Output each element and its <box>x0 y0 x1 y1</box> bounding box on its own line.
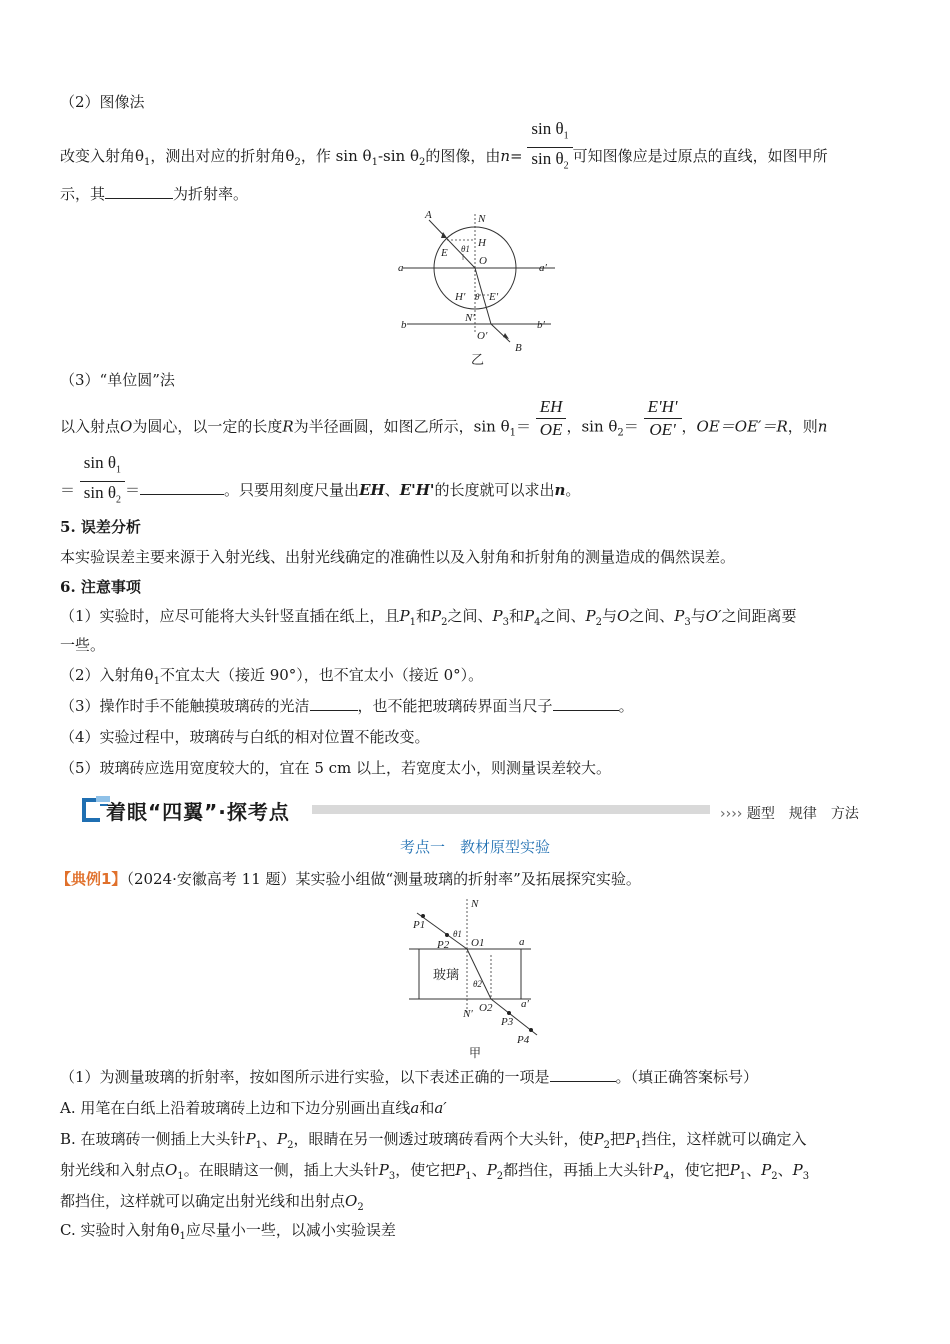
svg-text:玻璃: 玻璃 <box>433 967 460 982</box>
svg-text:N: N <box>478 213 486 225</box>
notes-item5: （5）玻璃砖应选用宽度较大的，宜在 5 cm 以上，若宽度太小，则测量误差较大。 <box>60 759 612 777</box>
svg-text:θ1: θ1 <box>461 244 470 254</box>
svg-text:θ1: θ1 <box>453 929 462 939</box>
figure-yi <box>395 208 565 368</box>
method3-line1: 以入射点O为圆心，以一定的长度R为半径画圆，如图乙所示，$\sin \theta_1=$ $\frac{EH}{OE}$ ，$\sin \theta_2=$ $\frac{E'H'}{OE'}$ ，OE＝OE′＝R，则n <box>60 397 828 439</box>
svg-text:O′: O′ <box>477 330 488 342</box>
svg-text:a: a <box>398 262 404 274</box>
n-fraction: $\frac{\sin \theta_1}{\sin \theta_2}$ <box>80 452 125 512</box>
svg-text:N′: N′ <box>463 1008 473 1020</box>
svg-text:乙: 乙 <box>471 352 485 367</box>
svg-text:a: a <box>519 936 525 948</box>
svg-text:B: B <box>515 342 522 354</box>
svg-text:P2: P2 <box>437 939 450 951</box>
error-text: 本实验误差主要来源于入射光线、出射光线确定的准确性以及入射角和折射角的测量造成的偶然误差。 <box>60 548 736 566</box>
option-a: A. 用笔在白纸上沿着玻璃砖上边和下边分别画出直线a和a′ <box>60 1099 447 1117</box>
svg-text:b: b <box>401 319 407 331</box>
svg-text:O1: O1 <box>471 937 485 949</box>
notes-item3: （3）操作时手不能触摸玻璃砖的光洁 ，也不能把玻璃砖界面当尺子 。 <box>60 697 634 715</box>
option-b-line1: B. 在玻璃砖一侧插上大头针$P_1$、$P_2$，眼睛在另一侧透过玻璃砖看两个大头针，使$P_2$把$P_1$挡住，这样就可以确定入 <box>60 1130 807 1151</box>
method3-heading: （3）“单位圆”法 <box>60 371 175 389</box>
method3-line2: ＝ $\frac{\sin \theta_1}{\sin \theta_2}$ ＝ 。只要用刻度尺量出EH、E'H'的长度就可以求出n。 <box>60 470 580 512</box>
method2-heading: （2）图像法 <box>60 93 145 111</box>
snell-fraction: $\frac{\sin \theta_1}{\sin \theta_2}$ <box>527 118 572 178</box>
svg-text:b′: b′ <box>537 319 545 331</box>
example1-header: 【典例1】（2024·安徽高考 11 题）某实验小组做“测量玻璃的折射率”及拓展探究实验。 <box>56 870 641 888</box>
svg-text:θ2: θ2 <box>473 979 482 989</box>
svg-text:A: A <box>425 209 432 221</box>
point1-title: 考点一 教材原型实验 <box>399 838 550 856</box>
svg-text:P4: P4 <box>517 1034 530 1046</box>
svg-text:O: O <box>479 255 487 267</box>
svg-text:E′: E′ <box>489 291 499 303</box>
svg-text:E: E <box>441 247 448 259</box>
method2-line1: 改变入射角$\theta_1$，测出对应的折射角$\theta_2$，作 $\sin \theta_1-\sin$ $\theta_2$的图像，由n= $\frac{\sin \theta_1}{\sin \theta_2}$ 可知图像应是过原点的直线，如图甲所 <box>60 136 828 178</box>
option-c: C. 实验时入射角$\theta_1$应尽量小一些，以减小实验误差 <box>60 1221 396 1242</box>
notes-item2: （2）入射角$\theta_1$不宜太大（接近 90°），也不宜太小（接近 0°）。 <box>60 666 484 687</box>
sin2-fraction: $\frac{E'H'}{OE'}$ <box>644 396 682 441</box>
notes-item1-cont: 一些。 <box>60 636 106 654</box>
option-b-line3: 都挡住，这样就可以确定出射光线和出射点$O_2$ <box>60 1192 364 1213</box>
method2-line2: 示，其 为折射率。 <box>60 185 249 203</box>
svg-text:θ: θ <box>475 292 480 302</box>
svg-text:O2: O2 <box>479 1002 493 1014</box>
svg-text:N′: N′ <box>465 312 475 324</box>
example-tag: 【典例1】 <box>56 870 127 888</box>
svg-text:N: N <box>471 898 479 910</box>
svg-text:a′: a′ <box>539 262 547 274</box>
banner-title: 着眼“四翼”·探考点 <box>106 800 290 824</box>
notes-item1: （1）实验时，应尽可能将大头针竖直插在纸上，且$P_1$和$P_2$之间、$P_3$和$P_4$之间、$P_2$与O之间、$P_3$与O′之间距离要 <box>60 607 797 628</box>
notes-item4: （4）实验过程中，玻璃砖与白纸的相对位置不能改变。 <box>60 728 430 746</box>
option-b-line2: 射光线和入射点$O_1$。在眼睛这一侧，插上大头针$P_3$，使它把$P_1$、$P_2$都挡住，再插上大头针$P_4$，使它把$P_1$、$P_2$、$P_3$ <box>60 1161 810 1182</box>
notes-heading: 6. 注意事项 <box>60 578 141 596</box>
example1-q1: （1）为测量玻璃的折射率，按如图所示进行实验，以下表述正确的一项是 。（填正确答案标号） <box>60 1068 759 1086</box>
sin1-fraction: $\frac{EH}{OE}$ <box>536 396 567 441</box>
banner-right: ›››› 题型 规律 方法 <box>720 806 859 822</box>
figure-jia <box>405 895 550 1060</box>
svg-text:P1: P1 <box>413 919 426 931</box>
error-heading: 5. 误差分析 <box>60 518 141 536</box>
svg-text:H: H <box>478 237 486 249</box>
svg-text:P3: P3 <box>501 1016 514 1028</box>
svg-text:a′: a′ <box>521 998 529 1010</box>
svg-text:甲: 甲 <box>469 1046 482 1060</box>
svg-text:H′: H′ <box>455 291 466 303</box>
